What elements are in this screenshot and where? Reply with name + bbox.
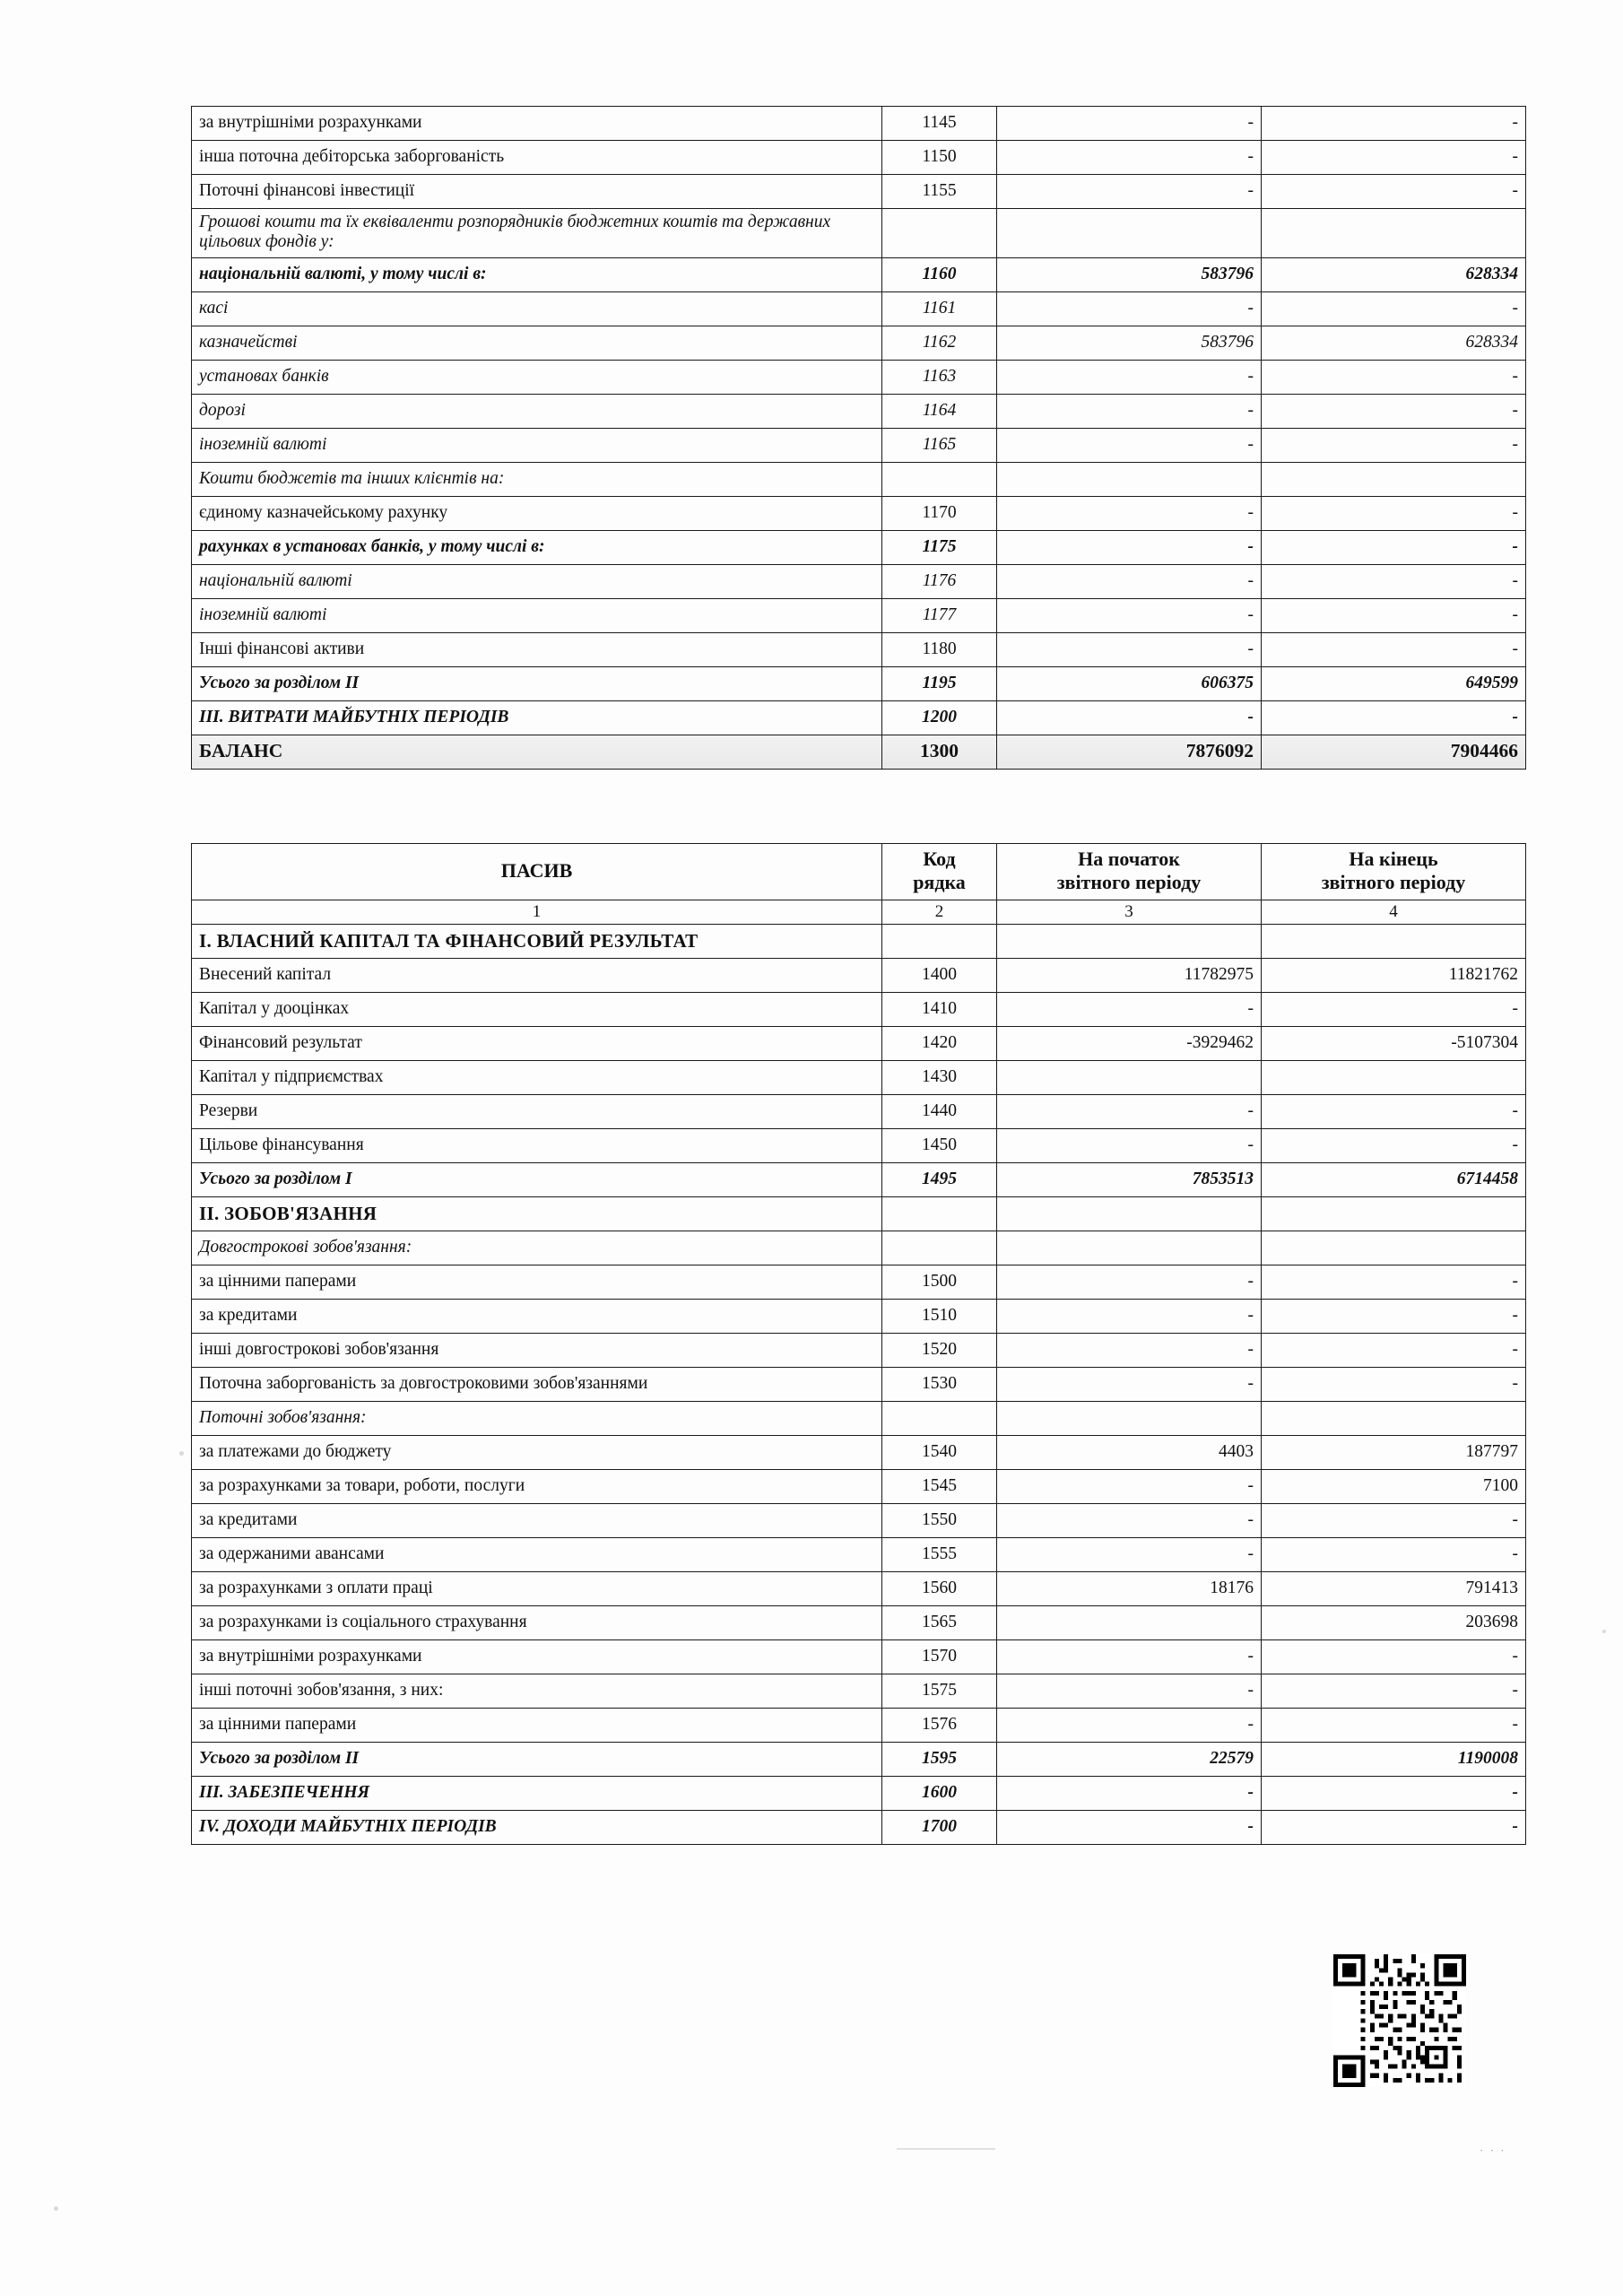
row-code: 1510: [882, 1299, 997, 1333]
table-row: [192, 1571, 1526, 1605]
row-value-end: -: [1262, 175, 1526, 209]
table-row: [192, 1435, 1526, 1469]
row-code: 1400: [882, 958, 997, 992]
column-number-4: 4: [1262, 900, 1526, 924]
row-code: 1176: [882, 564, 997, 598]
row-label: інші довгострокові зобов'язання: [192, 1333, 882, 1367]
row-value-end: [1262, 1401, 1526, 1435]
table-row: [192, 209, 1526, 258]
row-value-begin: [997, 924, 1262, 958]
qr-code-svg: [1333, 1954, 1466, 2087]
row-label: дорозі: [192, 394, 882, 428]
row-label: Цільове фінансування: [192, 1128, 882, 1162]
table-row: [192, 1776, 1526, 1810]
table-row: [192, 598, 1526, 632]
row-code: 1450: [882, 1128, 997, 1162]
row-value-end: 203698: [1262, 1605, 1526, 1639]
table-row: [192, 666, 1526, 700]
liabilities-header-row: [192, 844, 1526, 900]
row-code: 1540: [882, 1435, 997, 1469]
row-value-end: -: [1262, 1708, 1526, 1742]
row-value-end: -5107304: [1262, 1026, 1526, 1060]
row-value-end: 649599: [1262, 666, 1526, 700]
row-value-begin: -: [997, 107, 1262, 141]
row-label: за розрахунками із соціального страхування: [192, 1605, 882, 1639]
row-code: 1170: [882, 496, 997, 530]
table-row: [192, 1469, 1526, 1503]
row-code: 1560: [882, 1571, 997, 1605]
row-value-begin: -: [997, 1333, 1262, 1367]
row-label: I. ВЛАСНИЙ КАПІТАЛ ТА ФІНАНСОВИЙ РЕЗУЛЬТАТ: [192, 924, 882, 958]
row-label: за кредитами: [192, 1299, 882, 1333]
row-code: 1180: [882, 632, 997, 666]
row-value-end: -: [1262, 1776, 1526, 1810]
header-row-code: [882, 844, 997, 900]
row-label: Грошові кошти та їх еквіваленти розпорядників бюджетних коштів та державних цільових фондів у:: [192, 209, 882, 258]
row-label: за внутрішніми розрахунками: [192, 1639, 882, 1674]
assets-table-body: [192, 107, 1526, 770]
row-value-begin: -: [997, 1128, 1262, 1162]
row-code: 1575: [882, 1674, 997, 1708]
row-label: Капітал у підприємствах: [192, 1060, 882, 1094]
row-value-end: [1262, 1060, 1526, 1094]
header-period-begin: [997, 844, 1262, 900]
column-number-1: 1: [192, 900, 882, 924]
row-value-end: -: [1262, 141, 1526, 175]
row-value-end: 1190008: [1262, 1742, 1526, 1776]
row-value-begin: -: [997, 530, 1262, 564]
row-code: 1163: [882, 360, 997, 394]
qr-code: [1333, 1954, 1466, 2087]
row-code: [882, 462, 997, 496]
liabilities-table: [191, 843, 1526, 1845]
table-row: [192, 394, 1526, 428]
row-value-begin: 583796: [997, 326, 1262, 360]
row-label: інша поточна дебіторська заборгованість: [192, 141, 882, 175]
header-passive: ПАСИВ: [192, 844, 882, 900]
row-value-end: -: [1262, 992, 1526, 1026]
row-label: за внутрішніми розрахунками: [192, 107, 882, 141]
liabilities-table-head: [192, 844, 1526, 925]
table-row: [192, 735, 1526, 769]
row-value-end: [1262, 1196, 1526, 1231]
row-value-end: [1262, 462, 1526, 496]
row-code: 1160: [882, 257, 997, 291]
row-value-end: -: [1262, 360, 1526, 394]
liabilities-table-body: [192, 924, 1526, 1844]
row-code: 1162: [882, 326, 997, 360]
footer-artifact: · · ·: [1480, 2144, 1506, 2157]
row-value-begin: 583796: [997, 257, 1262, 291]
row-value-begin: -: [997, 598, 1262, 632]
row-label: Внесений капітал: [192, 958, 882, 992]
table-row: [192, 530, 1526, 564]
table-row: [192, 1060, 1526, 1094]
row-code: [882, 1231, 997, 1265]
row-label: Резерви: [192, 1094, 882, 1128]
table-row: [192, 992, 1526, 1026]
row-value-begin: -: [997, 1469, 1262, 1503]
row-code: 1700: [882, 1810, 997, 1844]
row-value-end: -: [1262, 632, 1526, 666]
row-value-begin: 7853513: [997, 1162, 1262, 1196]
column-number-3: 3: [997, 900, 1262, 924]
row-value-begin: -: [997, 1094, 1262, 1128]
row-code: 1550: [882, 1503, 997, 1537]
row-code: 1440: [882, 1094, 997, 1128]
table-row: [192, 107, 1526, 141]
table-row: [192, 1231, 1526, 1265]
row-value-end: -: [1262, 1094, 1526, 1128]
row-label: установах банків: [192, 360, 882, 394]
row-value-begin: -: [997, 1674, 1262, 1708]
row-label: Довгострокові зобов'язання:: [192, 1231, 882, 1265]
row-value-begin: -: [997, 360, 1262, 394]
row-value-begin: [997, 1231, 1262, 1265]
row-label: за платежами до бюджету: [192, 1435, 882, 1469]
row-label: Поточні зобов'язання:: [192, 1401, 882, 1435]
row-code: 1200: [882, 700, 997, 735]
table-row: [192, 1196, 1526, 1231]
row-code: 1570: [882, 1639, 997, 1674]
row-label: інші поточні зобов'язання, з них:: [192, 1674, 882, 1708]
row-label: казначействі: [192, 326, 882, 360]
row-value-end: -: [1262, 394, 1526, 428]
row-label: Усього за розділом II: [192, 1742, 882, 1776]
row-label: єдиному казначейському рахунку: [192, 496, 882, 530]
table-row: [192, 1503, 1526, 1537]
table-row: [192, 1639, 1526, 1674]
row-value-begin: 11782975: [997, 958, 1262, 992]
row-label: касі: [192, 291, 882, 326]
row-value-end: -: [1262, 291, 1526, 326]
row-label: за кредитами: [192, 1503, 882, 1537]
row-code: 1555: [882, 1537, 997, 1571]
row-label: за цінними паперами: [192, 1708, 882, 1742]
row-label: III. ВИТРАТИ МАЙБУТНІХ ПЕРІОДІВ: [192, 700, 882, 735]
row-label: Капітал у дооцінках: [192, 992, 882, 1026]
row-value-end: 7100: [1262, 1469, 1526, 1503]
row-label: II. ЗОБОВ'ЯЗАННЯ: [192, 1196, 882, 1231]
row-label: за цінними паперами: [192, 1265, 882, 1299]
scan-speck: [179, 1451, 184, 1456]
row-value-end: [1262, 1231, 1526, 1265]
row-value-end: -: [1262, 530, 1526, 564]
row-code: 1155: [882, 175, 997, 209]
row-code: 1420: [882, 1026, 997, 1060]
row-value-begin: [997, 209, 1262, 258]
row-code: 1165: [882, 428, 997, 462]
row-code: 1520: [882, 1333, 997, 1367]
row-value-begin: -: [997, 700, 1262, 735]
row-code: 1410: [882, 992, 997, 1026]
row-value-end: -: [1262, 428, 1526, 462]
row-code: [882, 924, 997, 958]
row-label: іноземній валюті: [192, 428, 882, 462]
row-value-begin: 7876092: [997, 735, 1262, 769]
row-value-begin: -: [997, 141, 1262, 175]
table-row: [192, 1367, 1526, 1401]
row-label: за одержаними авансами: [192, 1537, 882, 1571]
row-value-begin: -: [997, 394, 1262, 428]
table-row: [192, 1708, 1526, 1742]
table-row: [192, 924, 1526, 958]
header-period-end: [1262, 844, 1526, 900]
table-row: [192, 462, 1526, 496]
row-value-begin: [997, 462, 1262, 496]
row-value-begin: -: [997, 175, 1262, 209]
row-value-begin: -: [997, 1265, 1262, 1299]
row-value-begin: -: [997, 1708, 1262, 1742]
row-value-end: 187797: [1262, 1435, 1526, 1469]
table-row: [192, 257, 1526, 291]
row-label: Поточні фінансові інвестиції: [192, 175, 882, 209]
table-row: [192, 1537, 1526, 1571]
row-code: 1175: [882, 530, 997, 564]
table-row: [192, 326, 1526, 360]
row-label: Фінансовий результат: [192, 1026, 882, 1060]
row-label: III. ЗАБЕЗПЕЧЕННЯ: [192, 1776, 882, 1810]
assets-table: [191, 106, 1526, 770]
row-value-begin: -: [997, 564, 1262, 598]
row-value-end: -: [1262, 598, 1526, 632]
row-value-end: -: [1262, 1265, 1526, 1299]
row-label: рахунках в установах банків, у тому числі в:: [192, 530, 882, 564]
table-row: [192, 1605, 1526, 1639]
row-label: національній валюті: [192, 564, 882, 598]
row-value-end: -: [1262, 1128, 1526, 1162]
header-period-begin-line2: звітного періоду: [1056, 871, 1202, 894]
row-value-end: [1262, 924, 1526, 958]
row-value-begin: [997, 1196, 1262, 1231]
header-row-code-line2: рядка: [913, 871, 966, 894]
row-code: 1164: [882, 394, 997, 428]
row-value-begin: -: [997, 632, 1262, 666]
row-value-end: -: [1262, 496, 1526, 530]
row-label: національній валюті, у тому числі в:: [192, 257, 882, 291]
row-value-begin: -: [997, 496, 1262, 530]
row-value-begin: -: [997, 1639, 1262, 1674]
header-period-end-line1: На кінець: [1349, 848, 1438, 870]
table-row: [192, 1094, 1526, 1128]
row-code: 1576: [882, 1708, 997, 1742]
row-value-begin: -: [997, 1776, 1262, 1810]
row-value-begin: 606375: [997, 666, 1262, 700]
row-value-begin: [997, 1401, 1262, 1435]
row-value-begin: [997, 1060, 1262, 1094]
row-code: 1430: [882, 1060, 997, 1094]
scan-speck: [54, 2206, 58, 2211]
row-code: [882, 209, 997, 258]
row-code: 1545: [882, 1469, 997, 1503]
row-code: 1595: [882, 1742, 997, 1776]
table-row: [192, 496, 1526, 530]
table-row: [192, 1299, 1526, 1333]
row-value-end: 628334: [1262, 326, 1526, 360]
row-code: 1177: [882, 598, 997, 632]
row-value-end: 791413: [1262, 1571, 1526, 1605]
row-label: іноземній валюті: [192, 598, 882, 632]
column-number-2: 2: [882, 900, 997, 924]
table-row: [192, 1401, 1526, 1435]
row-code: [882, 1196, 997, 1231]
header-row-code-line1: Код: [923, 848, 956, 870]
row-code: 1495: [882, 1162, 997, 1196]
table-row: [192, 1128, 1526, 1162]
table-row: [192, 1810, 1526, 1844]
row-code: 1145: [882, 107, 997, 141]
table-row: [192, 1026, 1526, 1060]
row-value-end: -: [1262, 1674, 1526, 1708]
row-code: 1300: [882, 735, 997, 769]
row-label: Інші фінансові активи: [192, 632, 882, 666]
row-label: за розрахунками за товари, роботи, послуги: [192, 1469, 882, 1503]
table-row: [192, 1162, 1526, 1196]
table-row: [192, 1265, 1526, 1299]
row-value-end: 7904466: [1262, 735, 1526, 769]
table-row: [192, 564, 1526, 598]
row-value-begin: -: [997, 1503, 1262, 1537]
row-label: Усього за розділом I: [192, 1162, 882, 1196]
row-value-end: -: [1262, 1503, 1526, 1537]
table-row: [192, 291, 1526, 326]
row-value-end: -: [1262, 1537, 1526, 1571]
table-row: [192, 428, 1526, 462]
table-row: [192, 632, 1526, 666]
row-value-end: -: [1262, 107, 1526, 141]
row-code: 1600: [882, 1776, 997, 1810]
row-label: БАЛАНС: [192, 735, 882, 769]
scan-line: [897, 2148, 995, 2150]
table-row: [192, 141, 1526, 175]
row-value-end: -: [1262, 564, 1526, 598]
row-value-begin: -: [997, 1299, 1262, 1333]
scan-speck: [1602, 1630, 1606, 1633]
row-value-begin: -3929462: [997, 1026, 1262, 1060]
table-row: [192, 175, 1526, 209]
table-row: [192, 1333, 1526, 1367]
row-value-end: -: [1262, 1299, 1526, 1333]
row-value-end: -: [1262, 1333, 1526, 1367]
table-row: [192, 1674, 1526, 1708]
row-value-end: -: [1262, 1639, 1526, 1674]
table-row: [192, 700, 1526, 735]
table-row: [192, 1742, 1526, 1776]
row-value-begin: -: [997, 428, 1262, 462]
row-value-begin: -: [997, 992, 1262, 1026]
row-label: за розрахунками з оплати праці: [192, 1571, 882, 1605]
row-code: [882, 1401, 997, 1435]
column-number-row: [192, 900, 1526, 924]
row-value-begin: -: [997, 1810, 1262, 1844]
row-code: 1565: [882, 1605, 997, 1639]
row-label: IV. ДОХОДИ МАЙБУТНІХ ПЕРІОДІВ: [192, 1810, 882, 1844]
row-label: Усього за розділом II: [192, 666, 882, 700]
row-label: Кошти бюджетів та інших клієнтів на:: [192, 462, 882, 496]
row-value-end: -: [1262, 1810, 1526, 1844]
row-label: Поточна заборгованість за довгостроковими зобов'язаннями: [192, 1367, 882, 1401]
row-value-begin: -: [997, 1537, 1262, 1571]
row-value-begin: -: [997, 1367, 1262, 1401]
row-value-end: -: [1262, 1367, 1526, 1401]
table-row: [192, 958, 1526, 992]
row-value-begin: -: [997, 291, 1262, 326]
row-value-begin: 4403: [997, 1435, 1262, 1469]
row-value-end: -: [1262, 700, 1526, 735]
header-period-begin-line1: На початок: [1078, 848, 1180, 870]
row-value-begin: 18176: [997, 1571, 1262, 1605]
row-value-begin: 22579: [997, 1742, 1262, 1776]
table-row: [192, 360, 1526, 394]
row-value-end: 628334: [1262, 257, 1526, 291]
row-code: 1530: [882, 1367, 997, 1401]
row-code: 1500: [882, 1265, 997, 1299]
header-period-end-line2: звітного періоду: [1321, 871, 1466, 894]
row-value-end: 11821762: [1262, 958, 1526, 992]
row-code: 1150: [882, 141, 997, 175]
row-code: 1195: [882, 666, 997, 700]
row-value-end: [1262, 209, 1526, 258]
row-value-end: 6714458: [1262, 1162, 1526, 1196]
row-value-begin: [997, 1605, 1262, 1639]
row-code: 1161: [882, 291, 997, 326]
